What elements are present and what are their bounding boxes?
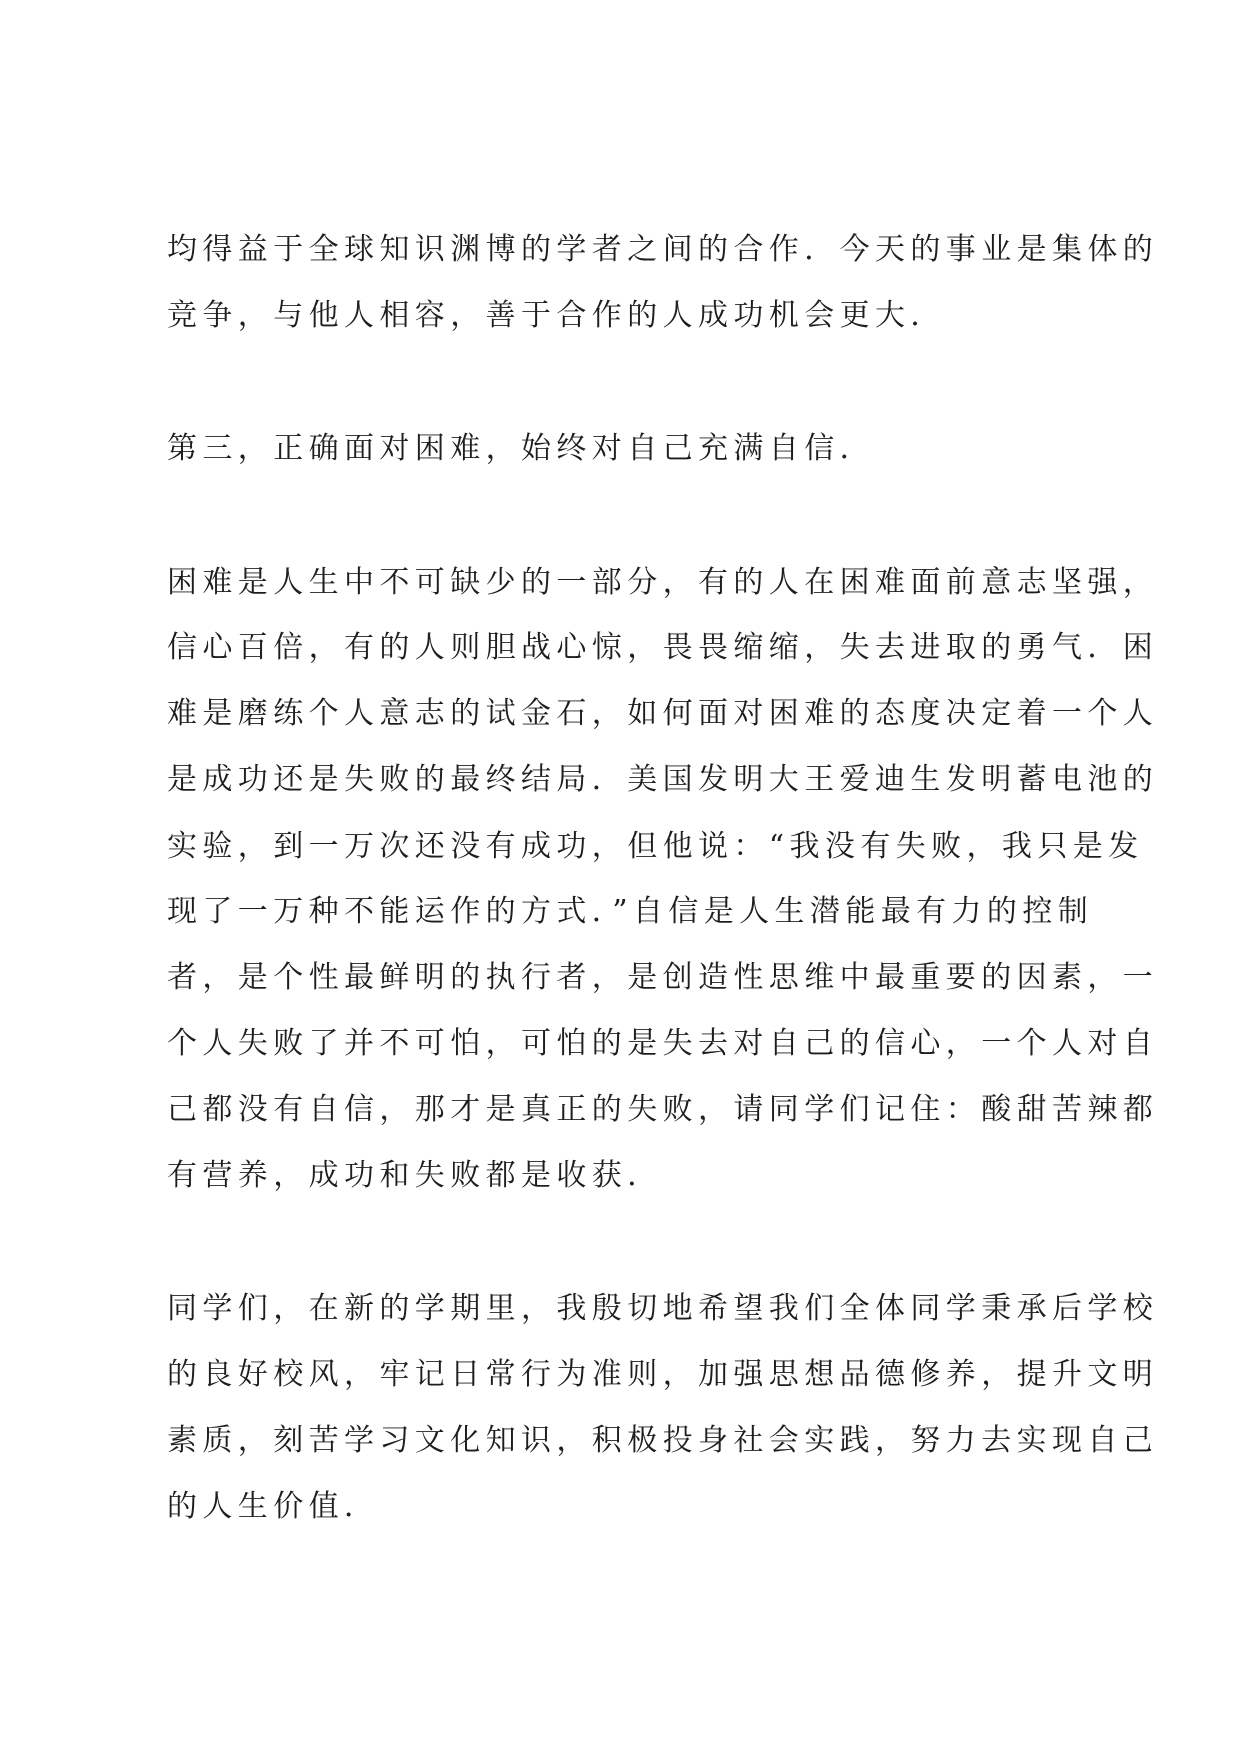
text-line: 现了一万种不能运作的方式．”自信是人生潜能最有力的控制 — [167, 894, 1094, 929]
text-line: 个人失败了并不可怕，可怕的是失去对自己的信心，一个人对自 — [167, 1026, 1159, 1061]
text-line: 第三，正确面对困难，始终对自己充满自信． — [167, 431, 875, 466]
text-line: 均得益于全球知识渊博的学者之间的合作．今天的事业是集体的 — [167, 232, 1159, 267]
text-line: 难是磨练个人意志的试金石，如何面对困难的态度决定着一个人 — [167, 696, 1159, 731]
text-line: 者，是个性最鲜明的执行者，是创造性思维中最重要的因素，一 — [167, 960, 1159, 995]
text-line: 素质，刻苦学习文化知识，积极投身社会实践，努力去实现自己 — [167, 1423, 1159, 1458]
text-line: 己都没有自信，那才是真正的失败，请同学们记住：酸甜苦辣都 — [167, 1092, 1159, 1127]
text-line: 的人生价值． — [167, 1489, 380, 1524]
text-line: 实验，到一万次还没有成功，但他说：“我没有失败，我只是发 — [167, 829, 1144, 864]
text-line: 竞争，与他人相容，善于合作的人成功机会更大． — [167, 298, 946, 333]
text-line: 是成功还是失败的最终结局．美国发明大王爱迪生发明蓄电池的 — [167, 762, 1159, 797]
text-line: 信心百倍，有的人则胆战心惊，畏畏缩缩，失去进取的勇气．困 — [167, 630, 1159, 665]
text-line: 困难是人生中不可缺少的一部分，有的人在困难面前意志坚强， — [167, 565, 1159, 600]
text-line: 的良好校风，牢记日常行为准则，加强思想品德修养，提升文明 — [167, 1357, 1159, 1392]
text-line: 同学们，在新的学期里，我殷切地希望我们全体同学秉承后学校 — [167, 1291, 1159, 1326]
text-line: 有营养，成功和失败都是收获． — [167, 1158, 663, 1193]
